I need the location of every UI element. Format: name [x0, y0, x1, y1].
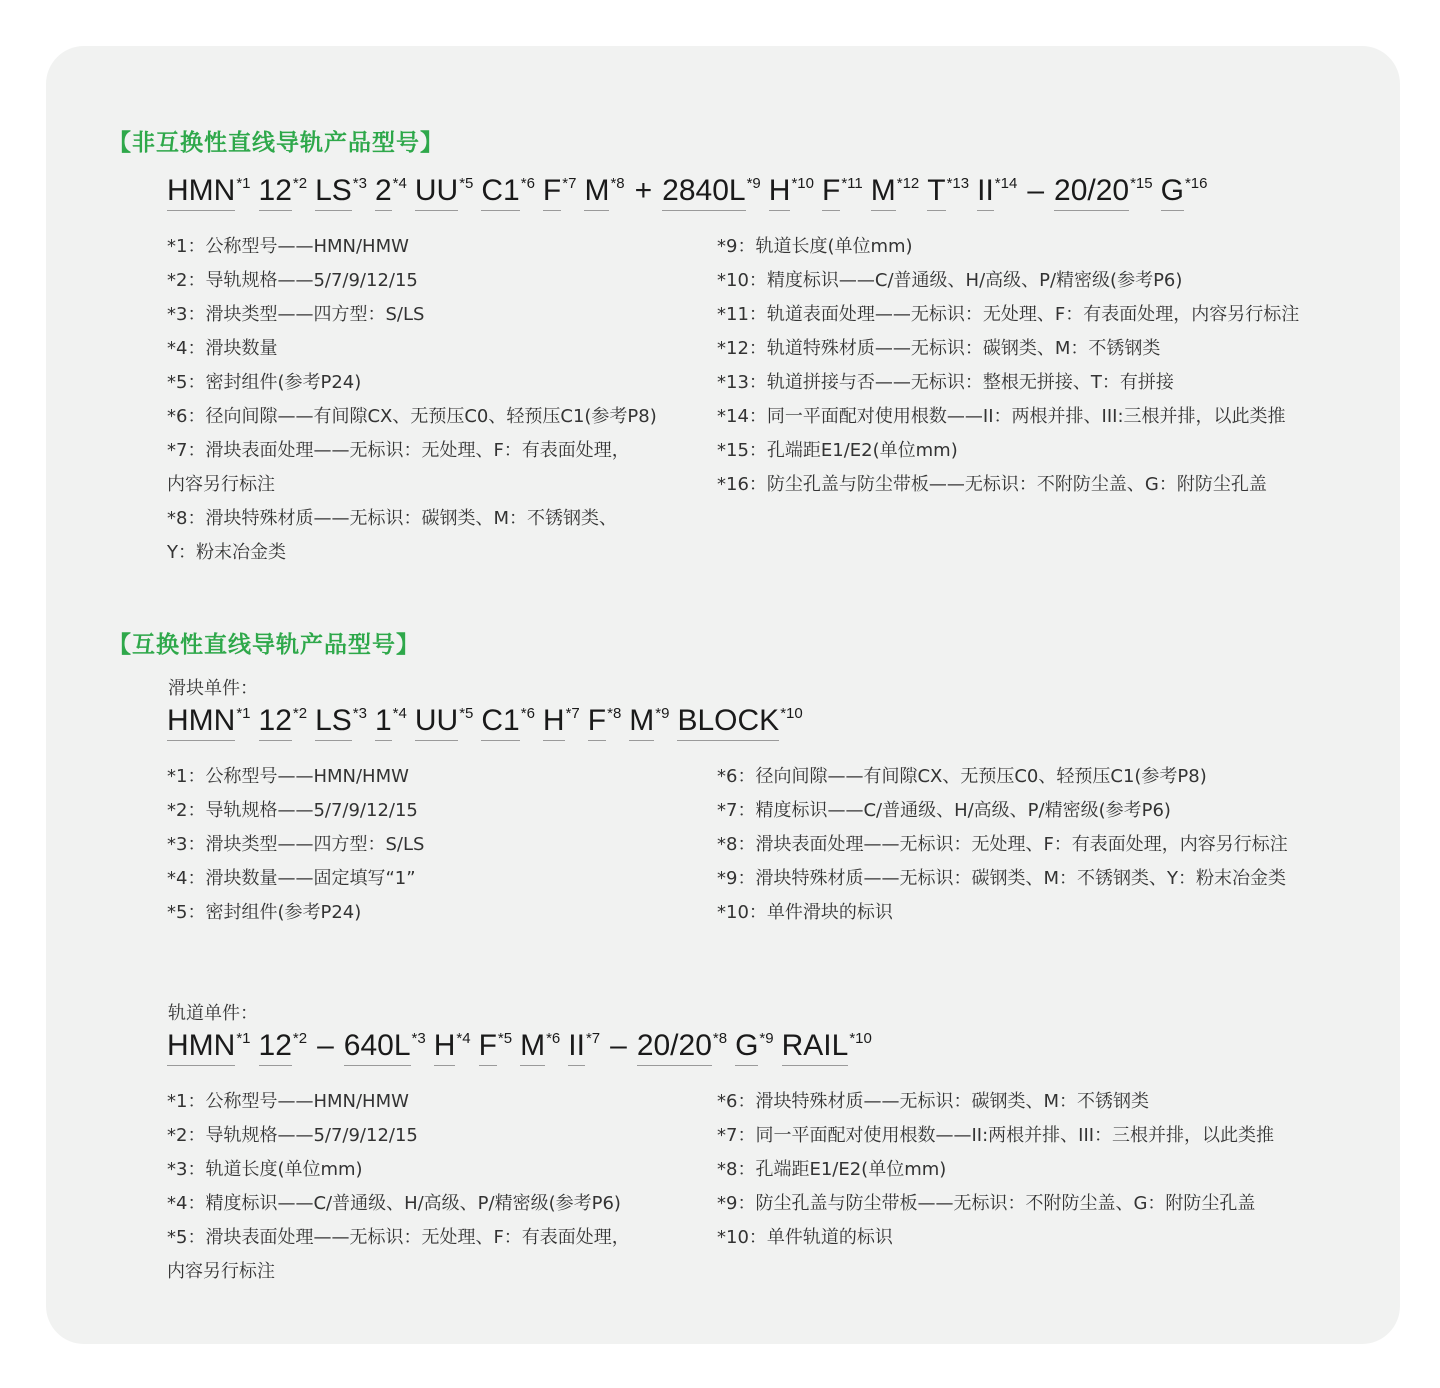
code-footnote-marker: *2 — [292, 705, 308, 722]
code-segment — [735, 1029, 774, 1066]
code-segment — [167, 174, 251, 211]
footnote-line: *9：防尘孔盖与防尘带板——无标识：不附防尘盖、G：附防尘孔盖 — [717, 1193, 1256, 1214]
footnote-line: *15：孔端距E1/E2(单位mm) — [717, 440, 958, 461]
notes-area-1 — [167, 230, 1397, 590]
footnote-line: *9：滑块特殊材质——无标识：碳钢类、M：不锈钢类、Y：粉末冶金类 — [717, 868, 1286, 889]
code-value: M — [584, 174, 609, 211]
code-segment — [662, 174, 761, 211]
footnote-line: *9：轨道长度(单位mm) — [717, 236, 913, 257]
code-value: C1 — [481, 174, 519, 211]
code-value: F — [479, 1029, 497, 1066]
code-footnote-marker: *8 — [610, 175, 625, 192]
footnote-line: *7：同一平面配对使用根数——II:两根并排、III：三根并排，以此类推 — [717, 1125, 1275, 1146]
block-unit-label: 滑块单件： — [168, 678, 258, 699]
code-footnote-marker: *3 — [352, 705, 367, 722]
notes-right-2 — [717, 760, 1288, 930]
code-footnote-marker: *3 — [411, 1030, 426, 1047]
code-footnote-marker: *5 — [459, 705, 474, 722]
code-value: BLOCK — [677, 704, 779, 741]
code-segment — [259, 174, 308, 211]
notes-left-2 — [167, 760, 424, 930]
notes-area-2 — [167, 760, 1397, 940]
footnote-line: *10：单件轨道的标识 — [717, 1227, 893, 1248]
code-footnote-marker: *9 — [655, 705, 670, 722]
code-footnote-marker: *8 — [712, 1030, 728, 1047]
code-segment — [167, 1029, 251, 1066]
code-footnote-marker: *7 — [562, 175, 577, 192]
footnote-line: *6：径向间隙——有间隙CX、无预压C0、轻预压C1(参考P8) — [167, 406, 657, 427]
code-value: M — [520, 1029, 545, 1066]
footnote-line: *3：滑块类型——四方型：S/LS — [167, 304, 425, 325]
code-footnote-marker: *1 — [236, 175, 251, 192]
footnote-line: *12：轨道特殊材质——无标识：碳钢类、M：不锈钢类 — [717, 338, 1161, 359]
footnote-line: *1：公称型号——HMN/HMW — [167, 236, 409, 257]
footnote-line: *4：滑块数量——固定填写“1” — [167, 868, 416, 889]
code-value: HMN — [167, 174, 235, 211]
code-segment — [822, 174, 863, 211]
code-segment — [977, 174, 1017, 211]
code-value: 1 — [375, 704, 392, 741]
code-value: 12 — [259, 1029, 292, 1066]
code-value: 640L — [344, 1029, 411, 1066]
footnote-line: *6：滑块特殊材质——无标识：碳钢类、M：不锈钢类 — [717, 1091, 1149, 1112]
code-value: 2 — [375, 174, 392, 211]
footnote-line: *10：精度标识——C/普通级、H/高级、P/精密级(参考P6) — [717, 270, 1183, 291]
footnote-line: *10：单件滑块的标识 — [717, 902, 893, 923]
notes-right-1 — [717, 230, 1299, 502]
footnote-line: *3：轨道长度(单位mm) — [167, 1159, 363, 1180]
code-footnote-marker: *3 — [352, 175, 367, 192]
code-value: II — [977, 174, 994, 211]
code-footnote-marker: *2 — [292, 1030, 308, 1047]
code-segment — [375, 704, 407, 741]
code-footnote-marker: *9 — [746, 175, 761, 192]
code-separator: + — [634, 174, 653, 207]
footnote-line: *14：同一平面配对使用根数——II：两根并排、III:三根并排，以此类推 — [717, 406, 1286, 427]
code-value: HMN — [167, 704, 235, 741]
code-footnote-marker: *2 — [292, 175, 308, 192]
footnote-line: 内容另行标注 — [167, 1261, 275, 1282]
content-card — [46, 46, 1400, 1344]
code-footnote-marker: *8 — [607, 705, 622, 722]
footnote-line: *8：滑块特殊材质——无标识：碳钢类、M：不锈钢类、 — [167, 508, 617, 529]
code-segment — [481, 704, 535, 741]
code-segment — [344, 1029, 426, 1066]
code-segment — [167, 704, 251, 741]
code-value: LS — [315, 704, 352, 741]
code-separator: – — [610, 1029, 627, 1062]
code-segment — [543, 174, 577, 211]
code-footnote-marker: *5 — [459, 175, 474, 192]
code-footnote-marker: *1 — [236, 1030, 251, 1047]
code-segment — [315, 704, 367, 741]
code-value: UU — [415, 174, 458, 211]
footnote-line: *2：导轨规格——5/7/9/12/15 — [167, 800, 418, 821]
notes-area-3 — [167, 1085, 1397, 1305]
footnote-line: *3：滑块类型——四方型：S/LS — [167, 834, 425, 855]
code-footnote-marker: *1 — [236, 705, 251, 722]
code-segment — [782, 1029, 872, 1066]
code-value: II — [568, 1029, 585, 1066]
model-code-block — [167, 704, 811, 744]
code-footnote-marker: *7 — [585, 1030, 601, 1047]
footnote-line: Y：粉末冶金类 — [167, 542, 286, 563]
footnote-line: *5：密封组件(参考P24) — [167, 372, 362, 393]
code-value: H — [543, 704, 565, 741]
code-value: 20/20 — [637, 1029, 712, 1066]
code-segment — [871, 174, 920, 211]
code-segment — [677, 704, 802, 741]
code-value: 12 — [259, 174, 292, 211]
code-footnote-marker: *15 — [1130, 175, 1153, 192]
footnote-line: *11：轨道表面处理——无标识：无处理、F：有表面处理，内容另行标注 — [717, 304, 1300, 325]
code-segment — [927, 174, 969, 211]
code-segment — [1161, 174, 1208, 211]
code-segment — [588, 704, 622, 741]
code-value: M — [629, 704, 654, 741]
code-footnote-marker: *14 — [994, 175, 1018, 192]
footnote-line: *4：滑块数量 — [167, 338, 278, 359]
footnote-line: *8：滑块表面处理——无标识：无处理、F：有表面处理，内容另行标注 — [717, 834, 1288, 855]
code-value: 12 — [259, 704, 292, 741]
code-value: HMN — [167, 1029, 235, 1066]
footnote-line: *7：滑块表面处理——无标识：无处理、F：有表面处理， — [167, 440, 630, 461]
code-segment — [434, 1029, 471, 1066]
code-footnote-marker: *4 — [456, 1030, 471, 1047]
footnote-line: *2：导轨规格——5/7/9/12/15 — [167, 1125, 418, 1146]
code-value: F — [543, 174, 561, 211]
code-segment — [637, 1029, 727, 1066]
notes-right-3 — [717, 1085, 1274, 1255]
code-segment — [315, 174, 367, 211]
footnote-line: *7：精度标识——C/普通级、H/高级、P/精密级(参考P6) — [717, 800, 1171, 821]
footnote-line: *2：导轨规格——5/7/9/12/15 — [167, 270, 418, 291]
code-value: F — [588, 704, 606, 741]
code-footnote-marker: *6 — [520, 175, 535, 192]
notes-left-3 — [167, 1085, 630, 1289]
code-segment — [769, 174, 814, 211]
footnote-line: *4：精度标识——C/普通级、H/高级、P/精密级(参考P6) — [167, 1193, 621, 1214]
code-footnote-marker: *10 — [849, 1030, 872, 1047]
code-segment — [375, 174, 407, 211]
code-segment — [479, 1029, 513, 1066]
footnote-line: *5：滑块表面处理——无标识：无处理、F：有表面处理， — [167, 1227, 630, 1248]
footnote-line: *8：孔端距E1/E2(单位mm) — [717, 1159, 947, 1180]
code-footnote-marker: *16 — [1184, 175, 1208, 192]
code-footnote-marker: *10 — [780, 705, 803, 722]
code-segment — [543, 704, 580, 741]
code-footnote-marker: *11 — [841, 175, 863, 192]
footnote-line: *16：防尘孔盖与防尘带板——无标识：不附防尘盖、G：附防尘孔盖 — [717, 474, 1267, 495]
code-value: H — [769, 174, 791, 211]
code-value: RAIL — [782, 1029, 849, 1066]
footnote-line: *1：公称型号——HMN/HMW — [167, 766, 409, 787]
rail-unit-label: 轨道单件： — [168, 1003, 258, 1024]
code-segment — [584, 174, 624, 211]
footnote-line: *13：轨道拼接与否——无标识：整根无拼接、T：有拼接 — [717, 372, 1174, 393]
code-value: C1 — [481, 704, 519, 741]
code-value: 2840L — [662, 174, 745, 211]
code-segment — [481, 174, 535, 211]
code-footnote-marker: *9 — [759, 1030, 774, 1047]
code-value: 20/20 — [1054, 174, 1129, 211]
model-code-non-interchangeable — [167, 174, 1216, 214]
code-segment — [259, 704, 308, 741]
code-segment — [520, 1029, 560, 1066]
code-value: M — [871, 174, 896, 211]
code-value: LS — [315, 174, 352, 211]
section-title-interchangeable: 【互换性直线导轨产品型号】 — [108, 632, 420, 658]
code-segment — [568, 1029, 600, 1066]
model-code-rail — [167, 1029, 880, 1069]
code-segment — [259, 1029, 308, 1066]
code-value: G — [1161, 174, 1184, 211]
code-value: T — [927, 174, 945, 211]
code-value: UU — [415, 704, 458, 741]
footnote-line: *6：径向间隙——有间隙CX、无预压C0、轻预压C1(参考P8) — [717, 766, 1207, 787]
section-title-non-interchangeable: 【非互换性直线导轨产品型号】 — [108, 130, 444, 156]
code-segment — [415, 174, 474, 211]
code-footnote-marker: *4 — [392, 705, 407, 722]
code-footnote-marker: *4 — [392, 175, 407, 192]
code-footnote-marker: *10 — [791, 175, 814, 192]
code-segment — [1054, 174, 1153, 211]
code-separator: – — [1027, 174, 1045, 207]
code-value: F — [822, 174, 840, 211]
code-segment — [415, 704, 474, 741]
code-footnote-marker: *6 — [520, 705, 535, 722]
code-footnote-marker: *7 — [565, 705, 580, 722]
code-separator: – — [317, 1029, 334, 1062]
code-segment — [629, 704, 669, 741]
code-footnote-marker: *5 — [497, 1030, 513, 1047]
code-value: G — [735, 1029, 758, 1066]
footnote-line: *5：密封组件(参考P24) — [167, 902, 362, 923]
code-value: H — [434, 1029, 456, 1066]
code-footnote-marker: *12 — [896, 175, 920, 192]
notes-left-1 — [167, 230, 657, 570]
footnote-line: *1：公称型号——HMN/HMW — [167, 1091, 409, 1112]
footnote-line: 内容另行标注 — [167, 474, 275, 495]
code-footnote-marker: *6 — [546, 1030, 561, 1047]
code-footnote-marker: *13 — [946, 175, 970, 192]
